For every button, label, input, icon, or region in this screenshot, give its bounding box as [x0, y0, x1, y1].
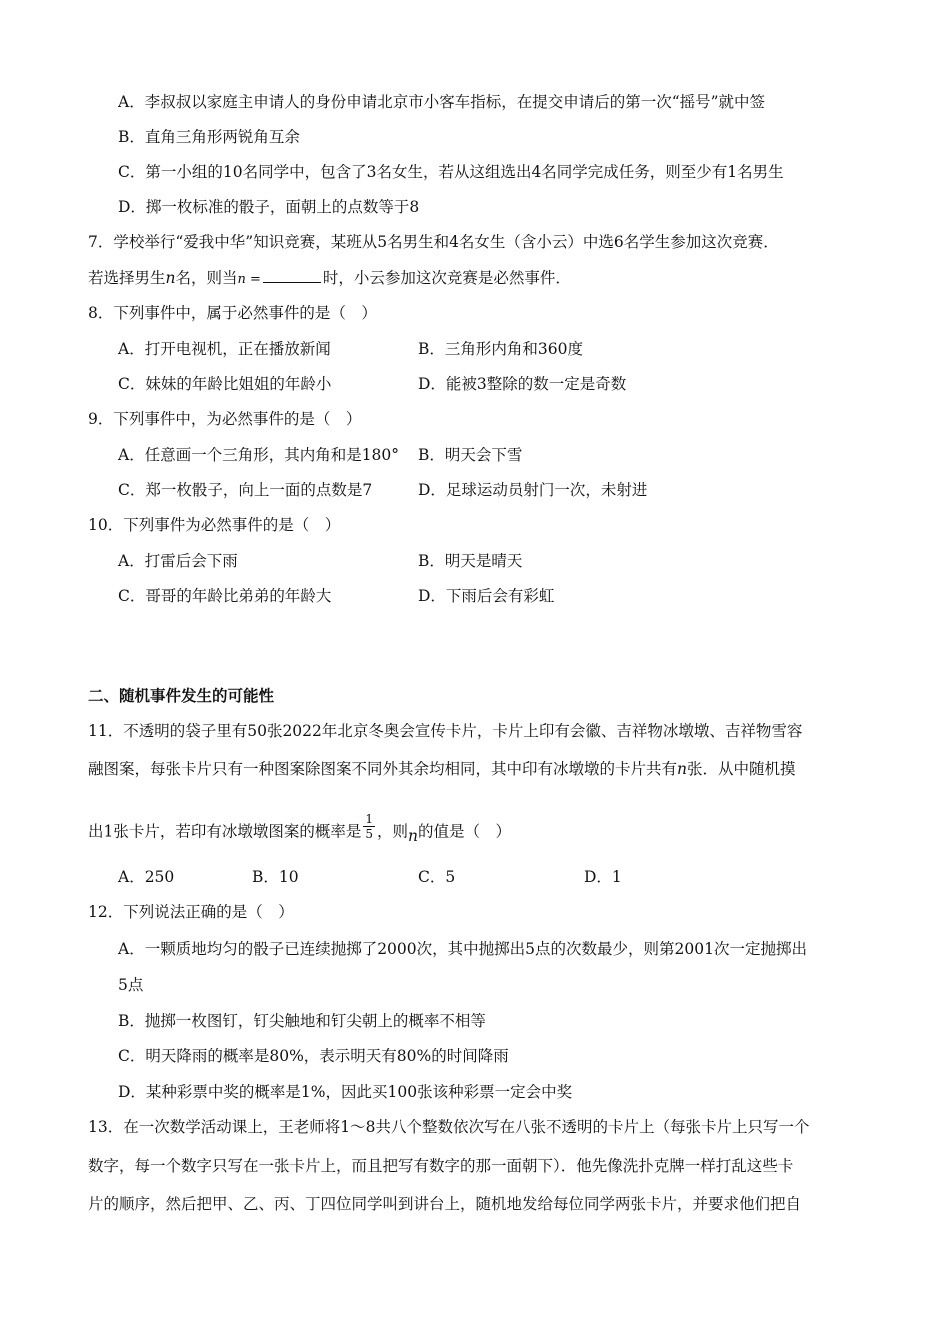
- q13-stem-line2: 数字，每一个数字只写在一张卡片上，而且把写有数字的那一面朝下）．他先像洗扑克牌一样打乱这些卡: [88, 1157, 794, 1175]
- q7-var-n: n: [165, 269, 176, 287]
- q11-stem-line2: [88, 759, 796, 779]
- q11-option-b: B．10: [252, 868, 299, 886]
- q9-option-a: A．任意画一个三角形，其内角和是180°: [118, 446, 400, 464]
- q6-option-d: D．掷一枚标准的骰子，面朝上的点数等于8: [118, 198, 420, 216]
- q11-text-d: ，则: [377, 822, 409, 841]
- q9-option-c: C．郑一枚骰子，向上一面的点数是7: [118, 481, 373, 499]
- q8-option-c: C．妹妹的年龄比姐姐的年龄小: [118, 375, 332, 393]
- fraction-numerator: 1: [365, 812, 374, 826]
- q6-option-a: A．李叔叔以家庭主申请人的身份申请北京市小客车指标，在提交申请后的第一次“摇号”就中签: [118, 93, 766, 111]
- q11-text-c: 出1张卡片，若印有冰墩墩图案的概率是: [88, 822, 362, 841]
- q8-option-a: A．打开电视机，正在播放新闻: [118, 340, 331, 358]
- q8-stem: 8．下列事件中，属于必然事件的是（ ）: [88, 304, 377, 322]
- q9-stem: 9．下列事件中，为必然事件的是（ ）: [88, 410, 362, 428]
- q7-stem-line1: 7．学校举行“爱我中华”知识竞赛，某班从5名男生和4名女生（含小云）中选6名学生参加这次竞赛．: [88, 233, 779, 251]
- q6-option-c: C．第一小组的10名同学中，包含了3名女生，若从这组选出4名同学完成任务，则至少有1名男生: [118, 163, 784, 181]
- q7-answer-blank[interactable]: [263, 268, 321, 283]
- q7-text-c: 时，小云参加这次竞赛是必然事件．: [322, 269, 571, 287]
- q10-option-d: D．下雨后会有彩虹: [418, 587, 555, 605]
- q10-option-c: C．哥哥的年龄比弟弟的年龄大: [118, 587, 332, 605]
- q11-text-b: 张．从中随机摸: [687, 760, 796, 778]
- q13-stem-line3: 片的顺序，然后把甲、乙、丙、丁四位同学叫到讲台上，随机地发给每位同学两张卡片，并要求他们把自: [88, 1195, 802, 1213]
- q11-option-d: D．1: [584, 868, 622, 886]
- q11-stem-line3: [88, 812, 512, 847]
- q12-option-a-line2: 5点: [118, 976, 144, 994]
- q11-option-c: C．5: [418, 868, 456, 886]
- probability-fraction: [363, 812, 375, 841]
- q7-text-b: 名，则当: [175, 269, 238, 287]
- q11-text-a: 融图案，每张卡片只有一种图案除图案不同外其余均相同，其中印有冰墩墩的卡片共有: [88, 760, 678, 778]
- q11-stem-line1: 11．不透明的袋子里有50张2022年北京冬奥会宣传卡片，卡片上印有会徽、吉祥物冰墩墩、吉祥物雪容: [88, 722, 803, 740]
- q9-option-b: B．明天会下雪: [418, 446, 523, 464]
- q11-var-n: n: [677, 760, 687, 778]
- q11-var-n-2: n: [408, 826, 419, 845]
- section-heading: 二、随机事件发生的可能性: [88, 686, 275, 705]
- q13-stem-line1: 13．在一次数学活动课上，王老师将1～8共八个整数依次写在八张不透明的卡片上（每张卡片上只写一个: [88, 1118, 810, 1136]
- q12-option-a-line1: A．一颗质地均匀的骰子已连续抛掷了2000次，其中抛掷出5点的次数最少，则第2001次一定抛掷出: [118, 940, 807, 958]
- q12-option-d: D．某种彩票中奖的概率是1%，因此买100张该种彩票一定会中奖: [118, 1083, 573, 1101]
- q9-option-d: D．足球运动员射门一次，未射进: [418, 481, 648, 499]
- q7-eq: n =: [237, 272, 261, 287]
- q11-option-a: A．250: [118, 868, 175, 886]
- q8-option-d: D．能被3整除的数一定是奇数: [418, 375, 627, 393]
- q12-stem: 12．下列说法正确的是（ ）: [88, 903, 294, 921]
- q6-option-b: B．直角三角形两锐角互余: [118, 128, 300, 146]
- q8-option-b: B．三角形内角和360度: [418, 340, 583, 358]
- q12-option-b: B．抛掷一枚图钉，钉尖触地和钉尖朝上的概率不相等: [118, 1012, 486, 1030]
- q11-text-e: 的值是（ ）: [418, 822, 512, 841]
- q10-option-a: A．打雷后会下雨: [118, 552, 238, 570]
- q10-stem: 10．下列事件为必然事件的是（ ）: [88, 516, 341, 534]
- fraction-denominator: 5: [365, 827, 374, 841]
- q12-option-c: C．明天降雨的概率是80%，表示明天有80%的时间降雨: [118, 1047, 509, 1065]
- q7-text-a: 若选择男生: [88, 269, 166, 287]
- q10-option-b: B．明天是晴天: [418, 552, 523, 570]
- q7-stem-line2: [88, 268, 571, 290]
